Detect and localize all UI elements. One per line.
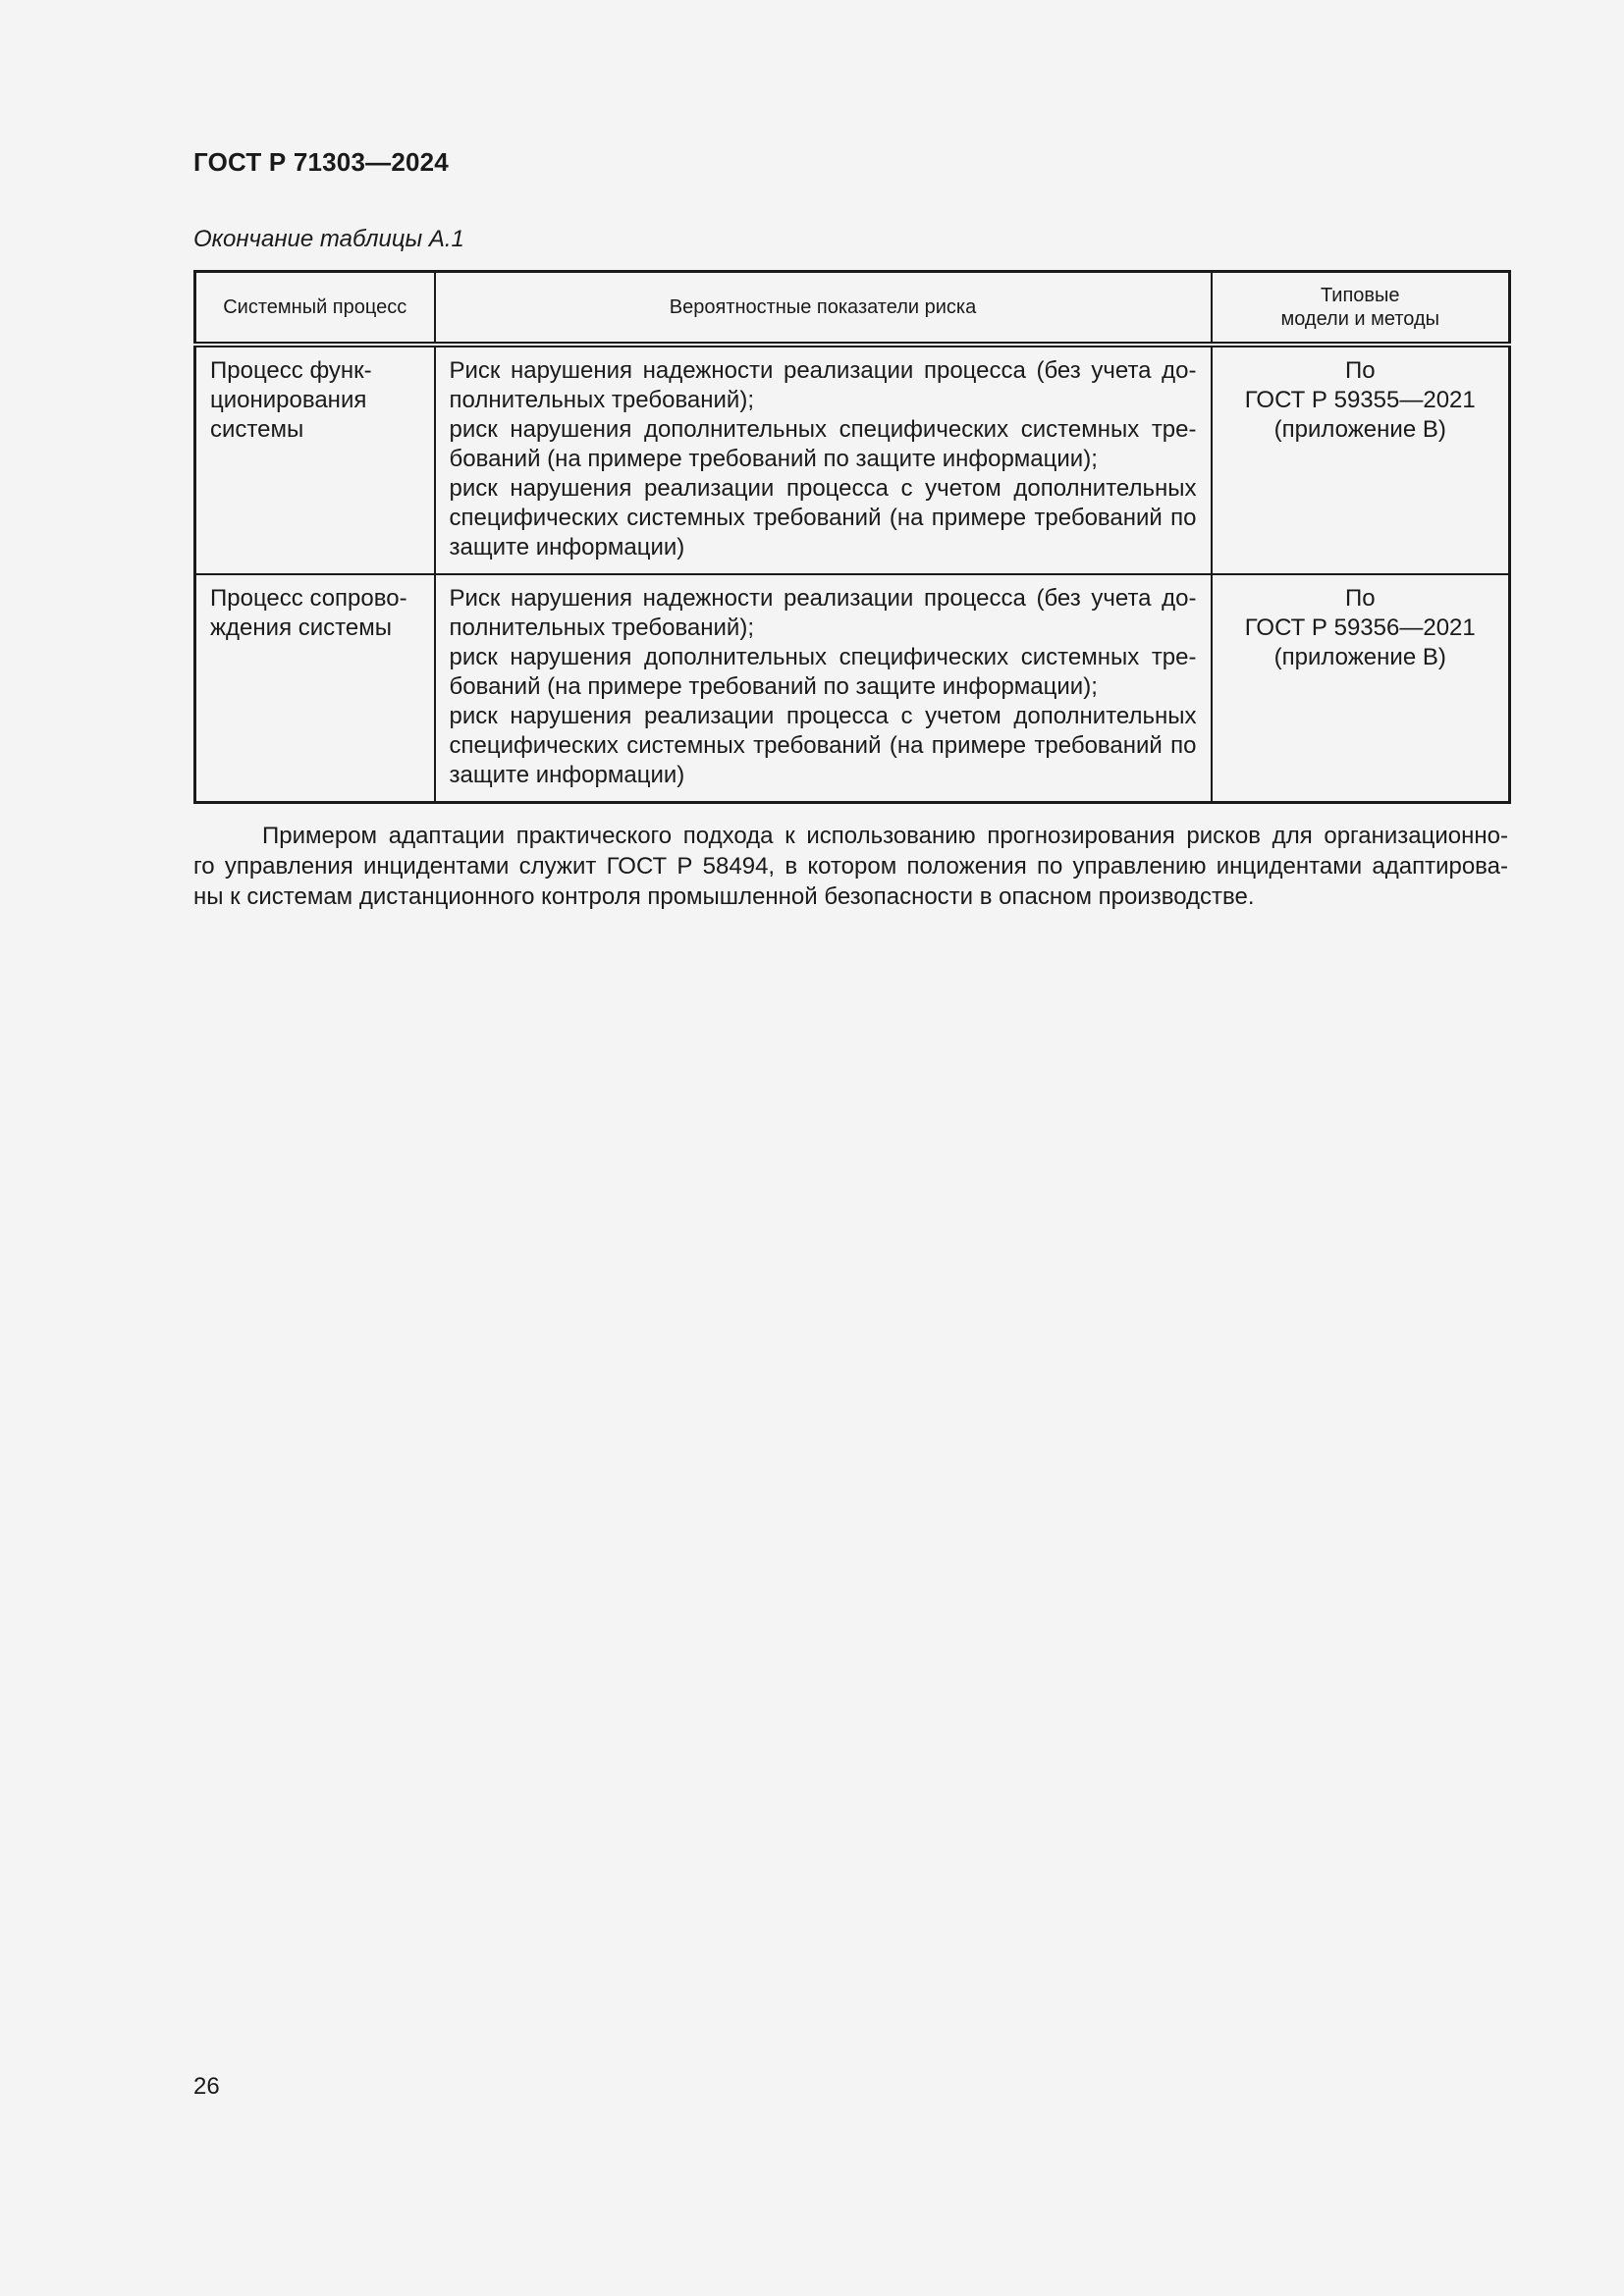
- risk-line: риск нарушения реализации процесса с учетом дополнительных специфических системных требований (на примере требований по защите информации): [449, 475, 1197, 561]
- column-header-risks: Вероятностные показатели риска: [435, 272, 1212, 346]
- table-row: [195, 345, 1510, 574]
- column-header-process: Системный процесс: [195, 272, 435, 346]
- table-header-row: [195, 272, 1510, 346]
- risk-line: риск нарушения дополнительных специфических системных тре-: [449, 644, 1197, 670]
- paragraph-line: ны к системам дистанционного контроля промышленной безопасности в опасном производстве.: [193, 883, 1255, 910]
- table-row: [195, 574, 1510, 803]
- cell-line: ционирования: [210, 387, 367, 413]
- document-code: ГОСТ Р 71303—2024: [193, 147, 449, 177]
- risk-line: риск нарушения дополнительных специфических системных тре-: [449, 416, 1197, 443]
- cell-line: Процесс сопрово-: [210, 585, 407, 612]
- risk-line: риск нарушения реализации процесса с учетом дополнительных специфических системных требований (на примере требований по защите информации): [449, 703, 1197, 788]
- risk-line: бований (на примере требований по защите информации);: [449, 673, 1098, 700]
- cell-line: (приложение В): [1273, 644, 1446, 670]
- paragraph-line: Примером адаптации практического подхода к использованию прогнозирования рисков для организационно-: [262, 823, 1508, 849]
- cell-line: ГОСТ Р 59355—2021: [1244, 387, 1476, 413]
- risk-line: Риск нарушения надежности реализации процесса (без учета до-: [449, 585, 1197, 612]
- paragraph-line: го управления инцидентами служит ГОСТ Р 58494, в котором положения по управлению инцидентами адаптирова-: [193, 853, 1508, 880]
- cell-line: Типовые: [1320, 285, 1400, 306]
- cell-method: [1212, 345, 1510, 574]
- cell-line: (приложение В): [1273, 416, 1446, 443]
- risk-table: [193, 270, 1511, 804]
- cell-line: Процесс функ-: [210, 357, 372, 384]
- cell-line: По: [1344, 357, 1376, 384]
- body-paragraph: [193, 821, 1508, 912]
- cell-risks: [435, 345, 1212, 574]
- cell-line: По: [1344, 585, 1376, 612]
- table-caption: Окончание таблицы А.1: [193, 226, 464, 252]
- cell-line: модели и методы: [1280, 308, 1440, 330]
- cell-line: ГОСТ Р 59356—2021: [1244, 614, 1476, 641]
- cell-line: ждения системы: [210, 614, 392, 641]
- cell-risks: [435, 574, 1212, 803]
- risk-line: полнительных требований);: [449, 614, 754, 641]
- cell-line: системы: [210, 416, 304, 443]
- risk-line: полнительных требований);: [449, 387, 754, 413]
- page-number: 26: [193, 2073, 220, 2100]
- risk-line: бований (на примере требований по защите информации);: [449, 446, 1098, 472]
- cell-process: [195, 345, 435, 574]
- cell-process: [195, 574, 435, 803]
- column-header-methods: [1212, 272, 1510, 346]
- cell-method: [1212, 574, 1510, 803]
- risk-line: Риск нарушения надежности реализации процесса (без учета до-: [449, 357, 1197, 384]
